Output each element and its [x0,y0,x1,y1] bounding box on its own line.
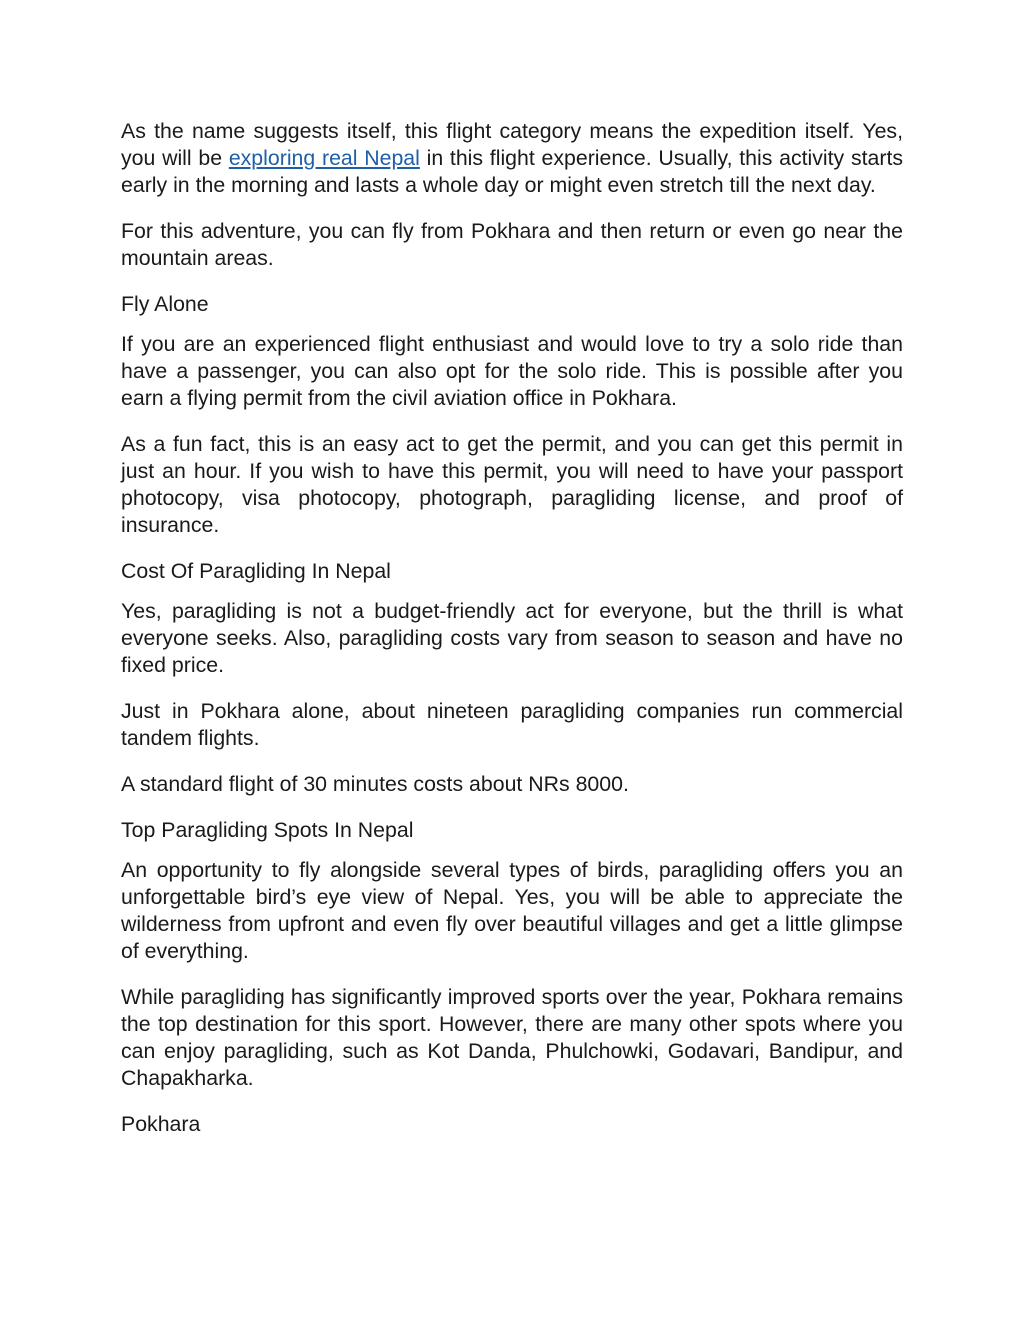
paragraph-companies: Just in Pokhara alone, about nineteen paragliding companies run commercial tandem flights. [121,699,903,750]
paragraph-price: A standard flight of 30 minutes costs about NRs 8000. [121,772,629,796]
document-page [121,118,903,1151]
paragraph-spots: While paragliding has significantly improved sports over the year, Pokhara remains the top destination for this sport. However, there are many other spots where you can enjoy paragliding, such as Kot Danda, Phulchowki, Godavari, Bandipur, and Chapakharka. [121,985,903,1090]
paragraph-cost: Yes, paragliding is not a budget-friendly act for everyone, but the thrill is what everyone seeks. Also, paragliding costs vary from season to season and have no fixed price. [121,599,903,677]
paragraph-adventure: For this adventure, you can fly from Pokhara and then return or even go near the mountain areas. [121,219,903,270]
paragraph-text: As the name suggests itself, this flight category means the expedition itself. Yes, you will be [121,119,903,170]
paragraph-expedition [121,118,903,199]
paragraph-permit: As a fun fact, this is an easy act to get the permit, and you can get this permit in just an hour. If you wish to have this permit, you will need to have your passport photocopy, visa photocopy, photograph, paragliding license, and proof of insurance. [121,432,903,537]
paragraph-birds: An opportunity to fly alongside several types of birds, paragliding offers you an unforgettable bird’s eye view of Nepal. Yes, you will be able to appreciate the wilderness from upfront and even fly over beautiful villages and get a little glimpse of everything. [121,858,903,963]
heading-fly-alone: Fly Alone [121,292,209,316]
heading-pokhara: Pokhara [121,1112,201,1136]
paragraph-solo-ride: If you are an experienced flight enthusiast and would love to try a solo ride than have a passenger, you can also opt for the solo ride. This is possible after you earn a flying permit from the civil aviation office in Pokhara. [121,332,903,410]
paragraph-text: in this flight experience. Usually, this activity starts early in the morning and lasts a whole day or might even stretch till the next day. [121,146,904,197]
exploring-real-nepal-link[interactable]: exploring real Nepal [228,146,420,170]
heading-cost: Cost Of Paragliding In Nepal [121,559,391,583]
heading-top-spots: Top Paragliding Spots In Nepal [121,818,414,842]
